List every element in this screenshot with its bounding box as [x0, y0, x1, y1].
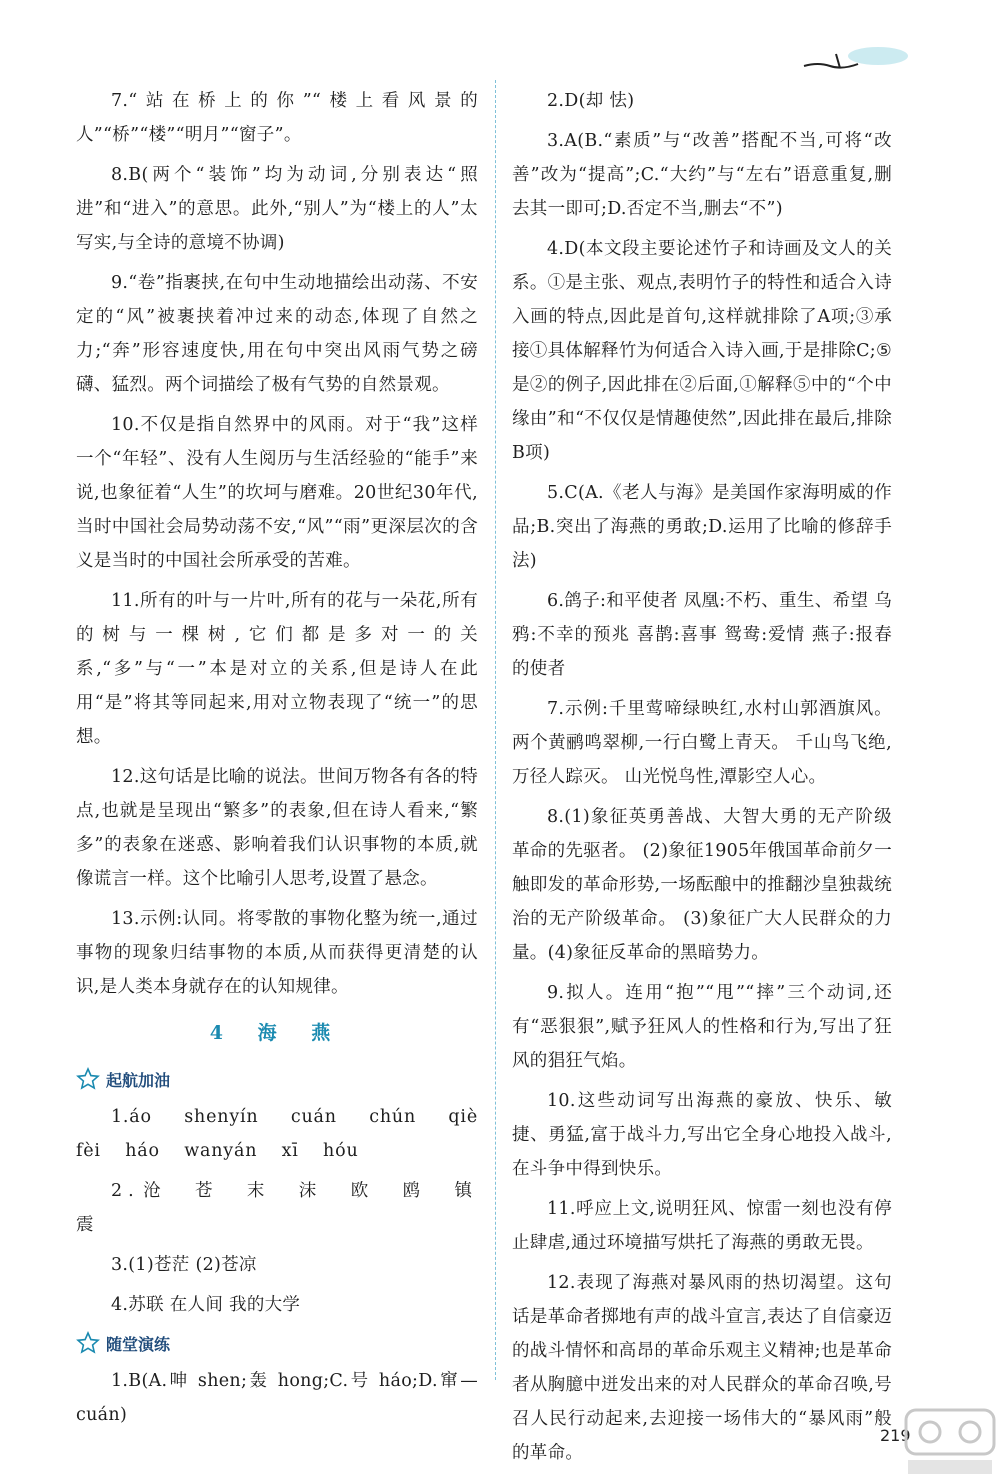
answer-item: 7.示例:千里莺啼绿映红,水村山郭酒旗风。两个黄鹂鸣翠柳,一行白鹭上青天。 千山鸟飞绝,万径人踪灭。 山光悦鸟性,潭影空人心。: [512, 699, 892, 787]
answer-item: 11.呼应上文,说明狂风、惊雷一刻也没有停止肆虐,通过环境描写烘托了海燕的勇敢无畏。: [512, 1199, 892, 1253]
answer-item: 11.所有的叶与一片叶,所有的花与一朵花,所有的树与一棵树,它们都是多对一的关系,“多”与“一”本是对立的关系,但是诗人在此用“是”将其等同起来,用对立物表现了“统一”的思想。: [76, 591, 478, 747]
answer-item: 4.苏联 在人间 我的大学: [111, 1295, 301, 1315]
column-divider: [495, 80, 496, 1380]
answer-item: 1.áo shenyín cuán chún qiè fèi háo wanyán xī hóu: [76, 1107, 478, 1161]
subsection-header: [76, 1328, 478, 1358]
subsection-header: [76, 1064, 478, 1094]
corner-decoration: [800, 40, 910, 80]
subsection-title: 起航加油: [106, 1070, 171, 1090]
answer-item: 2.沧 苍 末 沫 欧 鸥 镇 震: [76, 1181, 478, 1235]
answer-item: 10.这些动词写出海燕的豪放、快乐、敏捷、勇猛,富于战斗力,写出它全身心地投入战斗,在斗争中得到快乐。: [512, 1091, 892, 1179]
watermark-logo: [900, 1404, 1000, 1479]
left-column: [76, 84, 478, 1438]
answer-item: 7.“站在桥上的你”“楼上看风景的人”“桥”“楼”“明月”“窗子”。: [76, 91, 478, 145]
answer-item: 1.B(A.呻 shen;轰 hong;C.号 háo;D.窜—cuán): [76, 1371, 478, 1425]
answer-item: 13.示例:认同。将零散的事物化整为统一,通过事物的现象归结事物的本质,从而获得更清楚的认识,是人类本身就存在的认知规律。: [76, 909, 478, 997]
answer-item: 9.“卷”指裹挟,在句中生动地描绘出动荡、不安定的“风”被裹挟着冲过来的动态,体现了自然之力;“奔”形容速度快,用在句中突出风雨气势之磅礴、猛烈。两个词描绘了极有气势的自然景观。: [76, 273, 478, 395]
star-icon: [76, 1331, 100, 1355]
answer-item: 8.(1)象征英勇善战、大智大勇的无产阶级革命的先驱者。 (2)象征1905年俄国革命前夕一触即发的革命形势,一场酝酿中的推翻沙皇独裁统治的无产阶级革命。 (3)象征广大人民群众的力量。(4)象征反革命的黑暗势力。: [512, 807, 892, 963]
answer-item: 3.A(B.“素质”与“改善”搭配不当,可将“改善”改为“提高”;C.“大约”与“左右”语意重复,删去其一即可;D.否定不当,删去“不”): [512, 131, 892, 219]
answer-item: 3.(1)苍茫 (2)苍凉: [111, 1255, 257, 1275]
answer-item: 9.拟人。连用“抱”“甩”“摔”三个动词,还有“恶狠狠”,赋予狂风人的性格和行为,写出了狂风的猖狂气焰。: [512, 983, 892, 1071]
subsection-title: 随堂演练: [106, 1334, 171, 1354]
section-title: 4 海 燕: [209, 1022, 345, 1044]
page-number: 219: [880, 1426, 911, 1445]
star-icon: [76, 1067, 100, 1091]
answer-item: 5.C(A.《老人与海》是美国作家海明威的作品;B.突出了海燕的勇敢;D.运用了比喻的修辞手法): [512, 483, 892, 571]
answer-item: 4.D(本文段主要论述竹子和诗画及文人的关系。①是主张、观点,表明竹子的特性和适合入诗入画的特点,因此是首句,这样就排除了A项;③承接①具体解释竹为何适合入诗入画,于是排除C;⑤是②的例子,因此排在②后面,①解释⑤中的“个中缘由”和“不仅仅是情趣使然”,因此排在最后,排除B项): [512, 239, 892, 463]
answer-item: 8.B(两个“装饰”均为动词,分别表达“照进”和“进入”的意思。此外,“别人”为“楼上的人”太写实,与全诗的意境不协调): [76, 165, 478, 253]
answer-item: 12.表现了海燕对暴风雨的热切渴望。这句话是革命者掷地有声的战斗宣言,表达了自信豪迈的战斗情怀和高昂的革命乐观主义精神;也是革命者从胸臆中迸发出来的对人民群众的革命召唤,号召人民行动起来,去迎接一场伟大的“暴风雨”般的革命。: [512, 1273, 892, 1463]
answer-item: 12.这句话是比喻的说法。世间万物各有各的特点,也就是呈现出“繁多”的表象,但在诗人看来,“繁多”的表象在迷惑、影响着我们认识事物的本质,就像谎言一样。这个比喻引人思考,设置了悬念。: [76, 767, 478, 889]
right-column: [512, 84, 892, 1476]
answer-item: 2.D(却 怯): [547, 91, 635, 111]
answer-item: 6.鸽子:和平使者 凤凰:不朽、重生、希望 乌鸦:不幸的预兆 喜鹊:喜事 鸳鸯:爱情 燕子:报春的使者: [512, 591, 892, 679]
answer-item: 10.不仅是指自然界中的风雨。对于“我”这样一个“年轻”、没有人生阅历与生活经验的“能手”来说,也象征着“人生”的坎坷与磨难。20世纪30年代,当时中国社会局势动荡不安,“风”“雨”更深层次的含义是当时的中国社会所承受的苦难。: [76, 415, 478, 571]
